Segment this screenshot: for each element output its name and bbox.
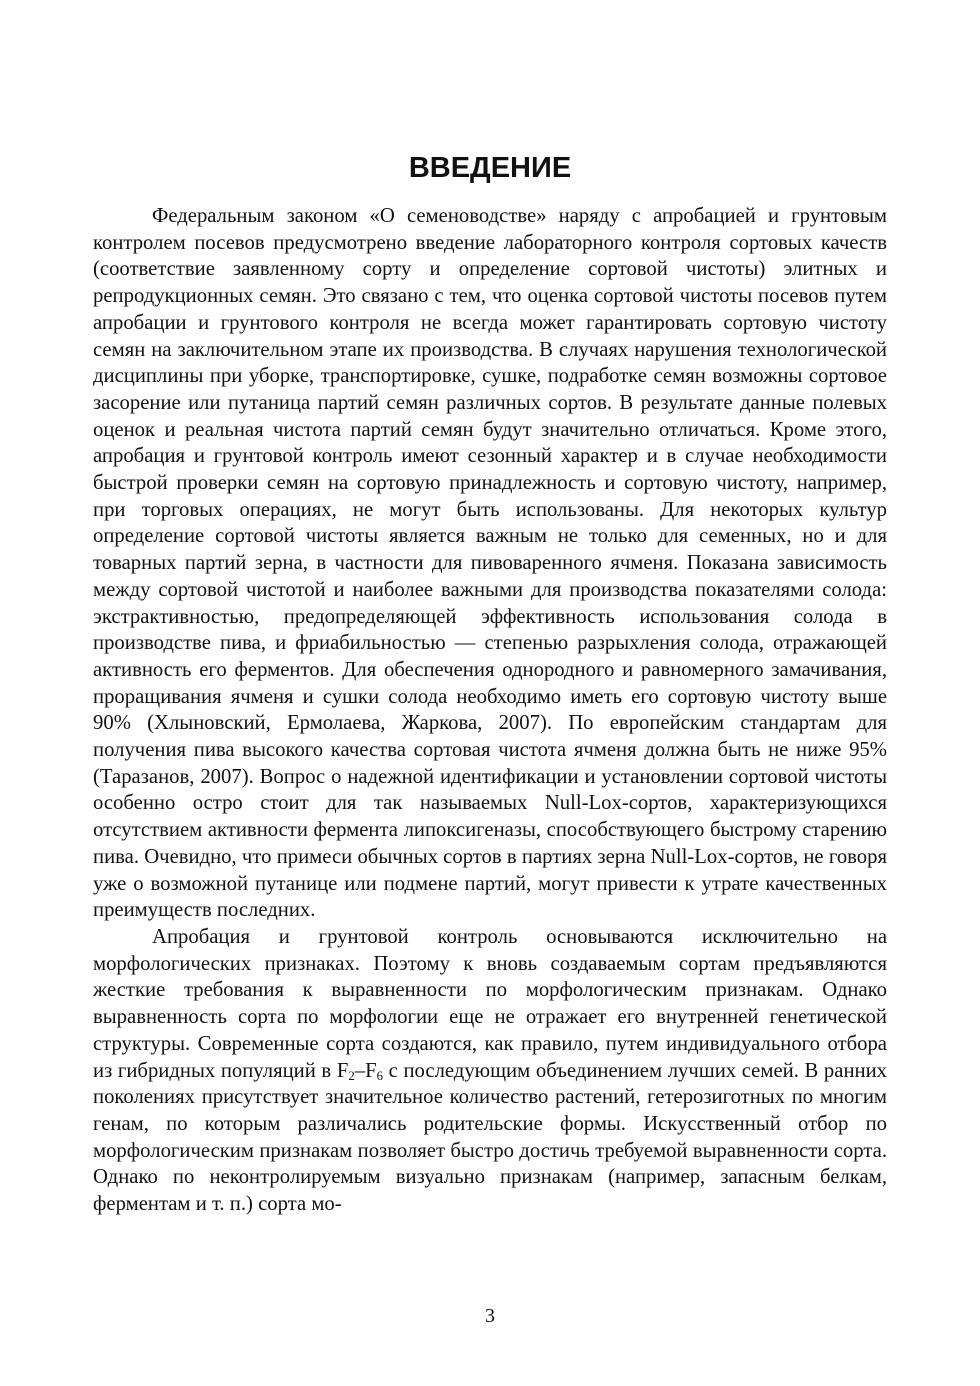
subscript-2: 2 [348, 1068, 355, 1083]
body-text [93, 203, 887, 1218]
paragraph-2-dash: –F [354, 1059, 377, 1082]
paragraph-1: Федеральным законом «О семеноводстве» наряду с апробацией и грунтовым контролем посевов предусмотрено введение лабораторного контроля сортовых качеств (соответствие заявленному сорту и определение сортовой чистоты) элитных и репродукционных семян. Это связано с тем, что оценка сортовой чистоты посевов путем апробации и грунтового контроля не всегда может гарантировать сортовую чистоту семян на заключительном этапе их производства. В случаях нарушения технологической дисциплины при уборке, транспортировке, сушке, подработке семян возможны сортовое засорение или путаница партий семян различных сортов. В результате данные полевых оценок и реальная чистота партий семян будут значительно отличаться. Кроме этого, апробация и грунтовой контроль имеют сезонный характер и в случае необходимости быстрой проверки семян на сортовую принадлежность и сортовую чистоту, например, при торговых операциях, не могут быть использованы. Для некоторых культур определение сортовой чистоты является важным не только для семенных, но и для товарных партий зерна, в частности для пивоваренного ячменя. Показана зависимость между сортовой чистотой и наиболее важными для производства показателями солода: экстрактивностью, предопределяющей эффективность использования солода в производстве пива, и фриабильностью — степенью разрыхления солода, отражающей активность его ферментов. Для обеспечения однородного и равномерного замачивания, проращивания ячменя и сушки солода необходимо иметь его сортовую чистоту выше 90% (Хлыновский, Ермолаева, Жаркова, 2007). По европейским стандартам для получения пива высокого качества сортовая чистота ячменя должна быть не ниже 95% (Таразанов, 2007). Вопрос о надежной идентификации и установлении сортовой чистоты особенно остро стоит для так называемых Null-Lox-сортов, характеризующихся отсутствием активности фермента липоксигеназы, способствующего быстрому старению пива. Очевидно, что примеси обычных сортов в партиях зерна Null-Lox-сортов, не говоря уже о возможной путанице или подмене партий, могут привести к утрате качественных преимуществ последних. [93, 205, 887, 922]
paragraph-2 [93, 924, 887, 1218]
page-number: 3 [485, 1305, 495, 1327]
subscript-6: 6 [376, 1068, 384, 1083]
paragraph-2-text-end: с последующим объединением лучших семей. В ранних поколениях присутствует значительное количество растений, гетерозиготных по многим генам, по которым различались родительские формы. Искусственный отбор по морфологическим признакам позволяет быстро достичь требуемой выравненности сорта. Однако по неконтролируемым визуально признакам (например, запасным белкам, ферментам и т. п.) сорта мо- [93, 1059, 887, 1216]
section-title: ВВЕДЕНИЕ [408, 152, 572, 184]
paragraph-2-text-start: Апробация и грунтовой контроль основываются исключительно на морфологических признаках. Поэтому к вновь создаваемым сортам предъявляются жесткие требования к выравненности по морфологическим признакам. Однако выравненность сорта по морфологии еще не отражает его внутренней генетической структуры. Современные сорта создаются, как правило, путем индивидуального отбора из гибридных популяций в F [93, 925, 887, 1082]
